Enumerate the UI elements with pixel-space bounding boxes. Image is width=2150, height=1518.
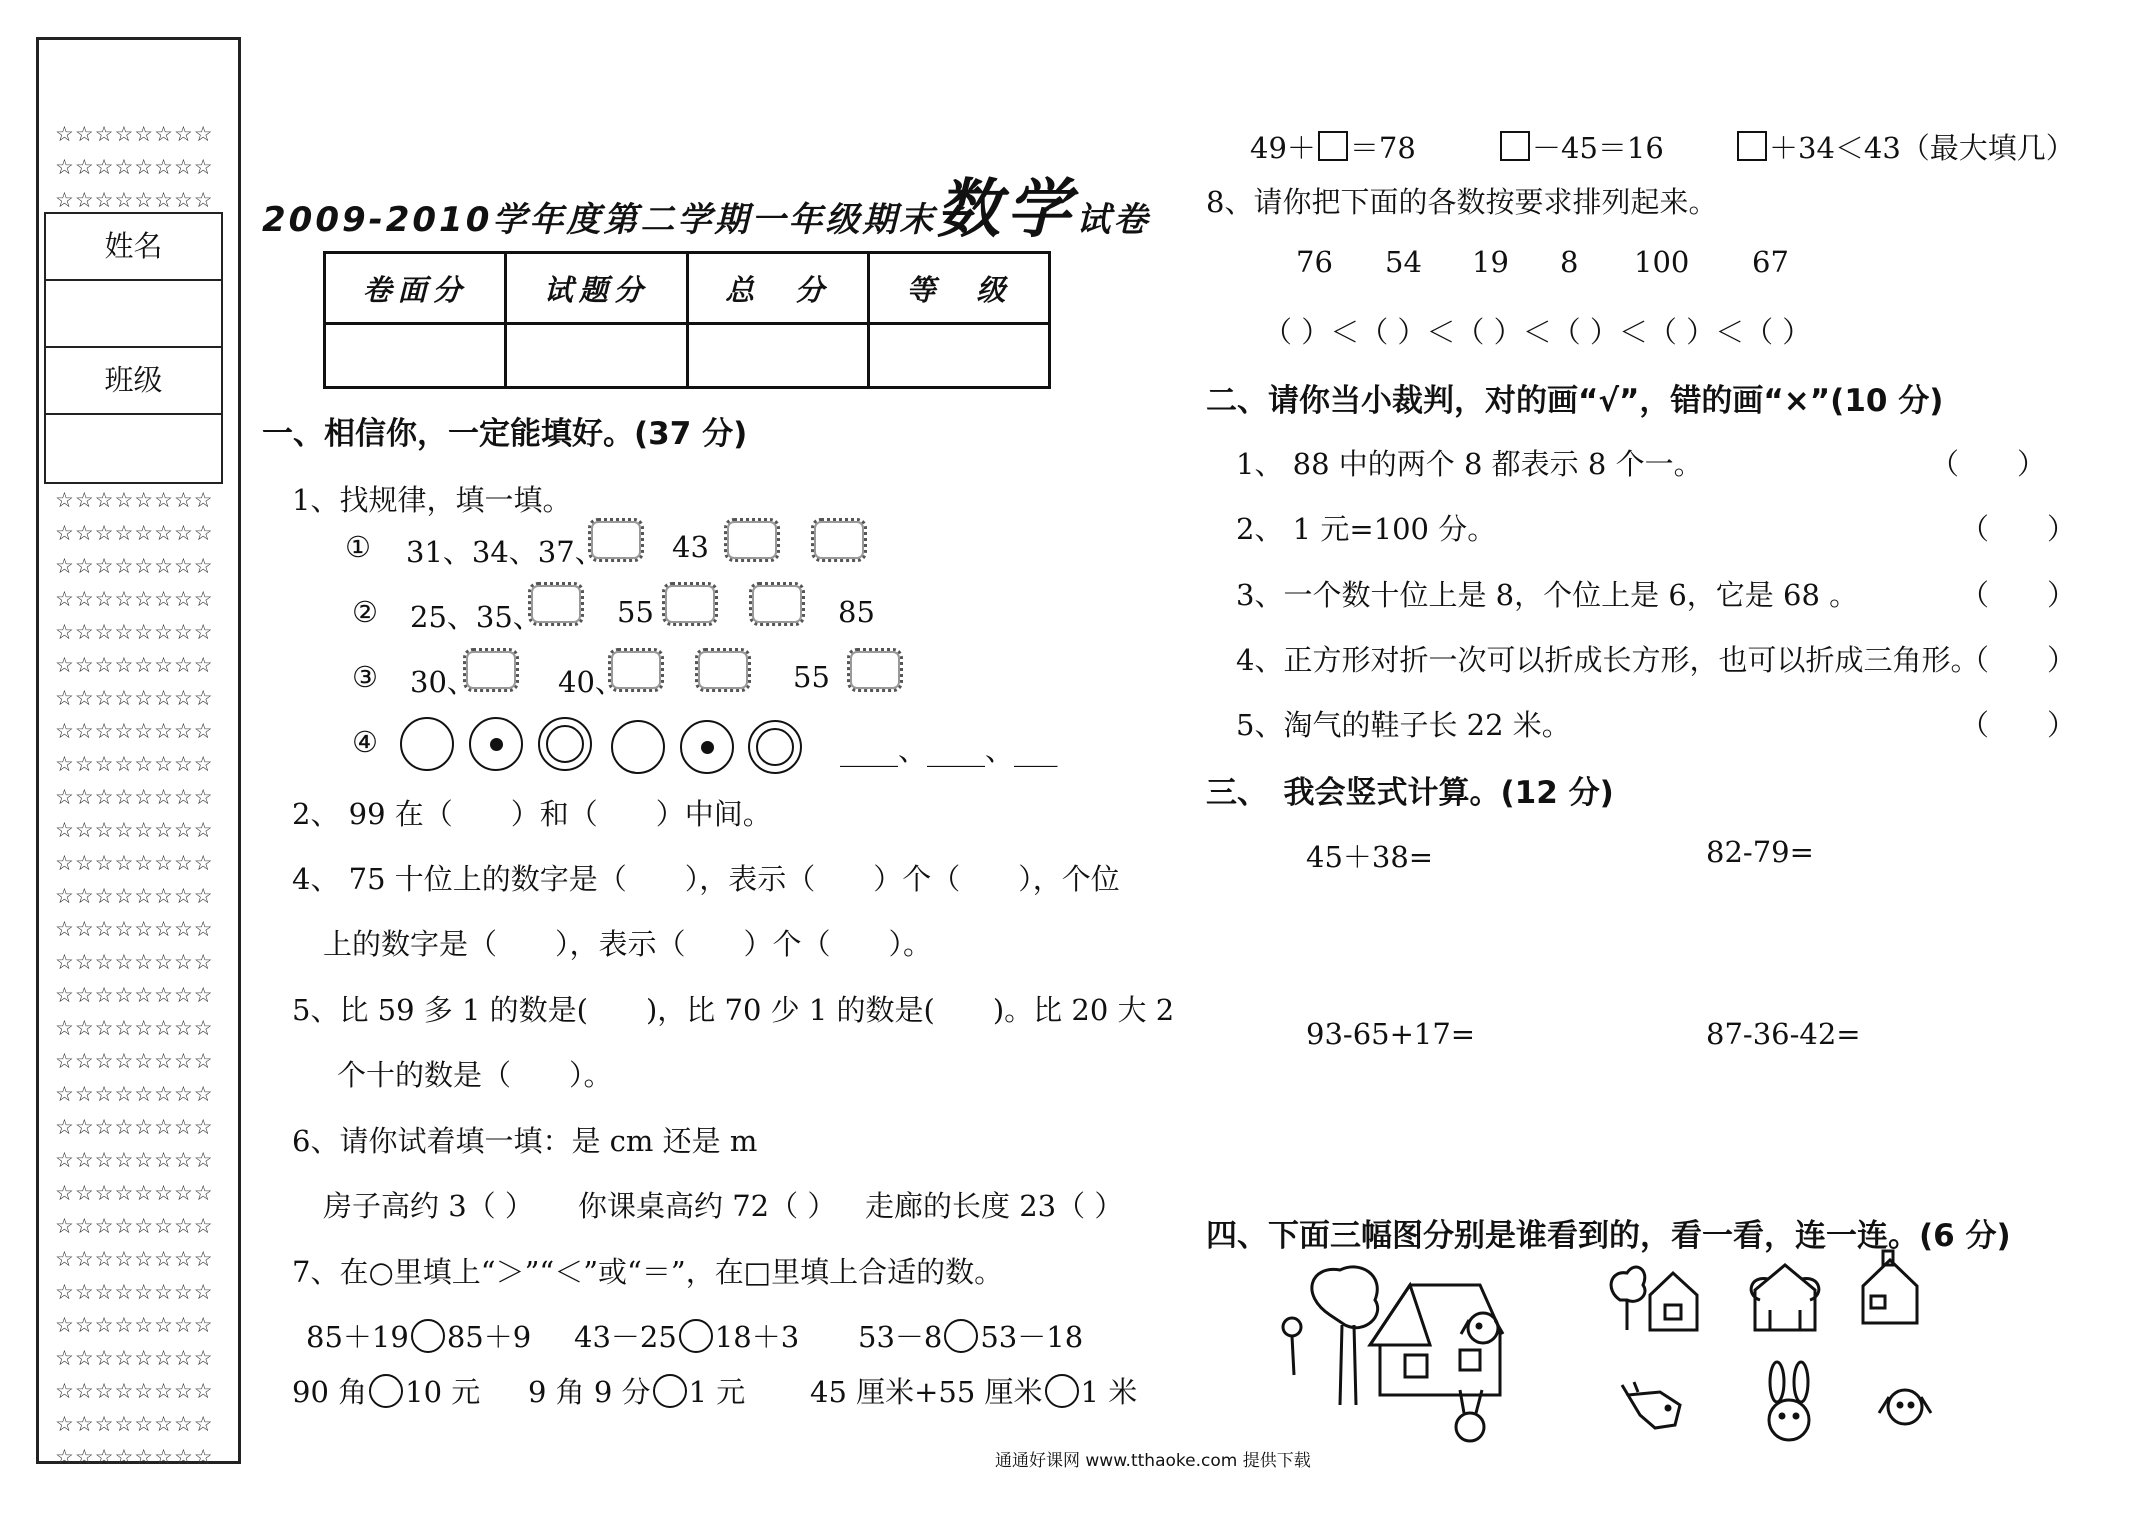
q2-text: 2、 99 在（ ）和（ ）中间。 [292, 797, 772, 831]
q8-number: 54 [1385, 245, 1422, 279]
star-row: ☆☆☆☆☆☆☆☆ [55, 1181, 214, 1205]
score-header: 试题分 [506, 253, 687, 324]
star-row: ☆☆☆☆☆☆☆☆ [55, 1346, 214, 1370]
q8-number: 8 [1560, 245, 1579, 279]
star-row: ☆☆☆☆☆☆☆☆ [55, 752, 214, 776]
answer-box[interactable] [608, 648, 664, 692]
q7-fill: －45＝16 [1498, 126, 1664, 167]
fill-box[interactable] [1318, 131, 1348, 161]
star-row: ☆☆☆☆☆☆☆☆ [55, 620, 214, 644]
q7-compare: 90 角 10 元 [292, 1375, 481, 1409]
q1-row4-num: ④ [352, 725, 378, 759]
q1-row1-seq: 31、34、37、 [406, 535, 604, 569]
star-row: ☆☆☆☆☆☆☆☆ [55, 488, 214, 512]
star-row: ☆☆☆☆☆☆☆☆ [55, 686, 214, 710]
star-row: ☆☆☆☆☆☆☆☆ [55, 1148, 214, 1172]
dog-icon [1455, 1300, 1510, 1360]
star-row: ☆☆☆☆☆☆☆☆ [55, 851, 214, 875]
judge-bracket[interactable]: （ ） [1960, 643, 2077, 677]
star-row: ☆☆☆☆☆☆☆☆ [55, 884, 214, 908]
judge-item: 2、 1 元=100 分。 [1236, 512, 1497, 546]
q6-item: 房子高约 3（ ） [323, 1189, 534, 1223]
star-row: ☆☆☆☆☆☆☆☆ [55, 1313, 214, 1337]
star-row: ☆☆☆☆☆☆☆☆ [55, 1049, 214, 1073]
compare-circle[interactable] [679, 1319, 713, 1353]
q7-compare: 43－25 18＋3 [574, 1320, 800, 1354]
star-row: ☆☆☆☆☆☆☆☆ [55, 1412, 214, 1436]
q8-number: 100 [1634, 245, 1690, 279]
answer-box[interactable] [695, 648, 751, 692]
q1-label: 1、找规律，填一填。 [292, 483, 572, 517]
star-row: ☆☆☆☆☆☆☆☆ [55, 719, 214, 743]
page-title: 2009-2010学年度第二学期一年级期末数学试卷 [262, 173, 1151, 247]
section3-heading: 三、 我会竖式计算。(12 分) [1206, 775, 1614, 811]
star-row: ☆☆☆☆☆☆☆☆ [55, 521, 214, 545]
circle-icon [611, 720, 665, 774]
student-info-box [44, 212, 223, 484]
star-row: ☆☆☆☆☆☆☆☆ [55, 1445, 214, 1469]
star-row: ☆☆☆☆☆☆☆☆ [55, 1247, 214, 1271]
star-border-top: ☆☆☆☆☆☆☆☆ ☆☆☆☆☆☆☆☆ ☆☆☆☆☆☆☆☆ [55, 122, 214, 212]
star-row: ☆☆☆☆☆☆☆☆ [55, 1280, 214, 1304]
judge-item: 1、 88 中的两个 8 都表示 8 个一。 [1236, 447, 1703, 481]
q7-label: 7、在○里填上“＞”“＜”或“＝”，在□里填上合适的数。 [292, 1255, 1004, 1289]
star-row: ☆☆☆☆☆☆☆☆ [55, 653, 214, 677]
house-view-2-illustration [1740, 1255, 1830, 1335]
q6-item: 走廊的长度 23（ ） [865, 1189, 1124, 1223]
compare-circle[interactable] [944, 1319, 978, 1353]
judge-bracket[interactable]: （ ） [1960, 578, 2077, 612]
judge-bracket[interactable]: （ ） [1960, 708, 2077, 742]
score-cell[interactable] [325, 324, 506, 388]
section1-heading: 一、相信你，一定能填好。(37 分) [262, 416, 748, 452]
sidebar-binding-strip [36, 37, 241, 1469]
q7-compare: 9 角 9 分 1 元 [528, 1375, 746, 1409]
calc-expression: 93-65+17= [1306, 1017, 1476, 1051]
judge-item: 4、正方形对折一次可以折成长方形，也可以折成三角形。 [1236, 643, 1980, 677]
q6-item: 你课桌高约 72（ ） [578, 1189, 837, 1223]
compare-circle[interactable] [411, 1319, 445, 1353]
star-row: ☆☆☆☆☆☆☆☆ [55, 950, 214, 974]
double-circle-icon [538, 717, 592, 771]
answer-box[interactable] [463, 648, 519, 692]
house-view-3-illustration [1855, 1248, 1925, 1328]
q7-fill: 49＋ ＝78 [1250, 131, 1416, 165]
score-cell[interactable] [868, 324, 1049, 388]
fill-box[interactable] [1737, 131, 1767, 161]
q1-row2-seq: 85 [838, 595, 875, 629]
double-circle-icon [748, 720, 802, 774]
answer-box[interactable] [847, 648, 903, 692]
compare-circle[interactable] [369, 1374, 403, 1408]
q5-text: 5、比 59 多 1 的数是( )，比 70 少 1 的数是( )。比 20 大 2 [292, 993, 1175, 1027]
q1-row2-seq: 55 [617, 595, 654, 629]
score-cell[interactable] [687, 324, 868, 388]
section2-heading: 二、请你当小裁判，对的画“√”，错的画“×”(10 分) [1206, 383, 1944, 419]
fill-box[interactable] [1500, 131, 1530, 161]
q4-text: 上的数字是（ ），表示（ ）个（ ）。 [323, 927, 933, 961]
star-row: ☆☆☆☆☆☆☆☆ [55, 818, 214, 842]
q8-number: 76 [1296, 245, 1333, 279]
q4-text: 4、 75 十位上的数字是（ ），表示（ ）个（ ），个位 [292, 862, 1120, 896]
q8-number: 19 [1472, 245, 1509, 279]
star-row: ☆☆☆☆☆☆☆☆ [55, 1082, 214, 1106]
dog-face-icon [1875, 1375, 1935, 1435]
answer-box[interactable] [724, 518, 780, 562]
judge-bracket[interactable]: （ ） [1960, 512, 2077, 546]
score-header: 总 分 [687, 253, 868, 324]
rabbit-icon [1755, 1360, 1825, 1445]
star-row: ☆☆☆☆☆☆☆☆ [55, 785, 214, 809]
q5-text: 个十的数是（ ）。 [337, 1058, 613, 1092]
score-table [323, 251, 1051, 389]
q8-number: 67 [1752, 245, 1789, 279]
star-row: ☆☆☆☆☆☆☆☆ [55, 1115, 214, 1139]
q1-row2-num: ② [352, 595, 378, 629]
star-border-bottom [55, 484, 214, 1474]
q7-compare: 53－8 53－18 [858, 1320, 1084, 1354]
score-cell[interactable] [506, 324, 687, 388]
answer-box[interactable] [588, 518, 644, 562]
calc-expression: 45＋38= [1306, 840, 1434, 874]
answer-box[interactable] [528, 582, 584, 626]
q8-label: 8、请你把下面的各数按要求排列起来。 [1206, 185, 1718, 219]
star-row: ☆☆☆☆☆☆☆☆ [55, 1016, 214, 1040]
judge-item: 5、淘气的鞋子长 22 米。 [1236, 708, 1571, 742]
class-field[interactable] [46, 415, 221, 480]
section4-heading: 四、下面三幅图分别是谁看到的，看一看，连一连。(6 分) [1206, 1218, 2011, 1254]
goat-icon [1620, 1380, 1695, 1440]
q7-fill: ＋34＜43（最大填几） [1735, 126, 2075, 167]
answer-box[interactable] [749, 582, 805, 626]
q1-row1-num: ① [345, 530, 371, 564]
score-header: 等 级 [868, 253, 1049, 324]
class-label: 班级 [46, 348, 221, 415]
q8-order[interactable]: （ ）＜（ ）＜（ ）＜（ ）＜（ ）＜（ ） [1263, 315, 1812, 349]
judge-item: 3、一个数十位上是 8，个位上是 6，它是 68 。 [1236, 578, 1859, 612]
score-header: 卷面分 [325, 253, 506, 324]
dotted-circle-icon [469, 717, 523, 771]
star-row: ☆☆☆☆☆☆☆☆ [55, 554, 214, 578]
name-label: 姓名 [46, 214, 221, 281]
answer-box[interactable] [811, 518, 867, 562]
q1-row3-seq: 30、 [410, 665, 476, 699]
star-row: ☆☆☆☆☆☆☆☆ [55, 983, 214, 1007]
compare-circle[interactable] [653, 1374, 687, 1408]
calc-expression: 87-36-42= [1706, 1017, 1861, 1051]
star-row: ☆☆☆☆☆☆☆☆ [55, 1214, 214, 1238]
q6-text: 6、请你试着填一填：是 cm 还是 m [292, 1124, 758, 1158]
q7-compare: 85＋19 85＋9 [306, 1320, 532, 1354]
judge-bracket[interactable]: （ ） [1930, 447, 2047, 481]
q1-row3-seq: 55 [793, 660, 830, 694]
q7-compare: 45 厘米+55 厘米 1 米 [810, 1375, 1138, 1409]
star-row: ☆☆☆☆☆☆☆☆ [55, 587, 214, 611]
name-field[interactable] [46, 281, 221, 348]
q1-row3-num: ③ [352, 660, 378, 694]
star-row: ☆☆☆☆☆☆☆☆ [55, 1379, 214, 1403]
answer-box[interactable] [662, 582, 718, 626]
q1-row4-blanks[interactable]: ____、____、___ [840, 733, 1058, 767]
calc-expression: 82-79= [1706, 835, 1814, 869]
q1-row3-seq: 40、 [558, 665, 624, 699]
house-view-1-illustration [1605, 1255, 1705, 1335]
compare-circle[interactable] [1045, 1374, 1079, 1408]
q1-row2-seq: 25、35、 [410, 600, 542, 634]
dotted-circle-icon [680, 720, 734, 774]
q1-row1-seq: 43 [672, 530, 709, 564]
footer-source: 通通好课网 www.tthaoke.com 提供下载 [995, 1451, 1311, 1471]
circle-icon [400, 717, 454, 771]
star-row: ☆☆☆☆☆☆☆☆ [55, 917, 214, 941]
